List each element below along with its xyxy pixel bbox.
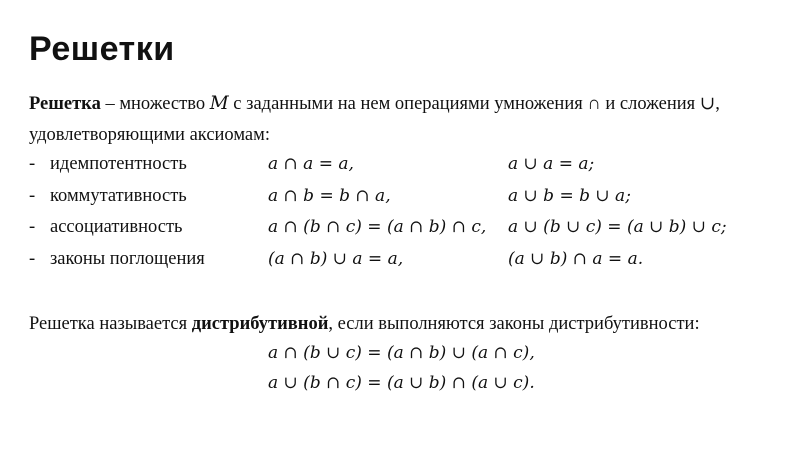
axiom-formula-add: a ∪ b = b ∪ a; — [508, 186, 631, 206]
axiom-formula-mult: a ∩ (b ∩ c) = (a ∩ b) ∩ c, — [268, 217, 487, 237]
axiom-row-absorption — [29, 245, 789, 273]
definition-term: Решетка — [29, 94, 101, 114]
page-title: Решетки — [29, 30, 175, 68]
axiom-formula-mult: a ∩ b = b ∩ a, — [268, 186, 391, 206]
set-variable: M — [209, 93, 229, 114]
axiom-name: ассоциативность — [50, 217, 183, 237]
axiom-formula-add: (a ∪ b) ∩ a = a. — [508, 249, 644, 269]
axiom-row-associativity — [29, 213, 789, 241]
definition-text-after: с заданными на нем операциями умножения ∩ и сложения ∪, — [228, 94, 720, 114]
distributive-definition — [29, 312, 700, 336]
distributive-formula-1: a ∩ (b ∪ c) = (a ∩ b) ∪ (a ∩ c), — [268, 343, 535, 363]
bullet-dash: - — [29, 249, 36, 269]
axiom-formula-add: a ∪ a = a; — [508, 154, 595, 174]
bullet-dash: - — [29, 186, 36, 206]
definition-line-1 — [29, 92, 720, 116]
definition-line-2: удовлетворяющими аксиомам: — [29, 125, 270, 145]
axiom-name: законы поглощения — [50, 249, 205, 269]
bullet-dash: - — [29, 154, 36, 174]
axiom-formula-mult: (a ∩ b) ∪ a = a, — [268, 249, 404, 269]
distributive-text-before: Решетка называется — [29, 314, 192, 334]
axiom-formula-mult: a ∩ a = a, — [268, 154, 354, 174]
axiom-row-commutativity — [29, 182, 789, 210]
distributive-formula-2: a ∪ (b ∩ c) = (a ∪ b) ∩ (a ∪ c). — [268, 373, 535, 393]
definition-text-before: – множество — [100, 94, 210, 114]
axiom-name: коммутативность — [50, 186, 187, 206]
axiom-name: идемпотентность — [50, 154, 187, 174]
bullet-dash: - — [29, 217, 36, 237]
distributive-term: дистрибутивной — [191, 314, 329, 334]
axiom-row-idempotence — [29, 150, 789, 178]
distributive-text-after: , если выполняются законы дистрибутивности: — [328, 314, 700, 334]
axiom-formula-add: a ∪ (b ∪ c) = (a ∪ b) ∪ c; — [508, 217, 727, 237]
